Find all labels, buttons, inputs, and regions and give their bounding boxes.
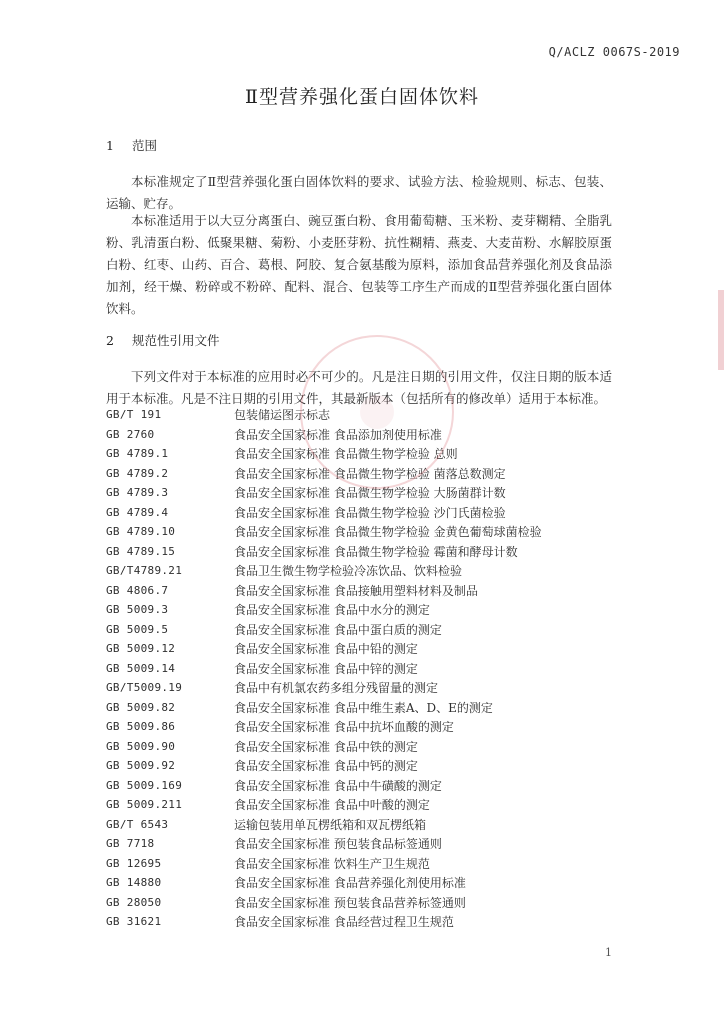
- reference-row: [106, 464, 612, 484]
- section-2-heading: [106, 331, 220, 349]
- references-intro-paragraph: 下列文件对于本标准的应用时必不可少的。凡是注日期的引用文件，仅注日期的版本适用于本标准。凡是不注日期的引用文件，其最新版本（包括所有的修改单）适用于本标准。: [106, 369, 612, 406]
- reference-title: 食品安全国家标准 食品中钙的测定: [234, 759, 418, 774]
- reference-title: 包装储运图示标志: [234, 408, 331, 423]
- reference-row: [106, 581, 612, 601]
- reference-code: GB 5009.82: [106, 700, 176, 714]
- reference-code: GB 4789.10: [106, 525, 176, 539]
- reference-title: 食品安全国家标准 食品中牛磺酸的测定: [234, 778, 442, 793]
- reference-code: GB 7718: [106, 837, 155, 851]
- reference-row: [106, 483, 612, 503]
- reference-code: GB 4789.15: [106, 544, 176, 558]
- reference-code: GB 31621: [106, 915, 162, 929]
- section-title: 范围: [132, 138, 158, 153]
- section-title: 规范性引用文件: [132, 333, 220, 348]
- reference-title: 食品安全国家标准 食品中叶酸的测定: [234, 798, 430, 813]
- reference-title: 食品安全国家标准 食品营养强化剂使用标准: [234, 876, 466, 891]
- scope-paragraph-1: 本标准规定了Ⅱ型营养强化蛋白固体饮料的要求、试验方法、检验规则、标志、包装、运输、贮存。: [106, 174, 612, 211]
- reference-title: 食品卫生微生物学检验冷冻饮品、饮料检验: [234, 564, 463, 579]
- reference-row: [106, 444, 612, 464]
- reference-code: GB 14880: [106, 876, 162, 890]
- reference-code: GB 28050: [106, 895, 162, 909]
- reference-row: [106, 737, 612, 757]
- reference-row: [106, 561, 612, 581]
- reference-code: GB/T4789.21: [106, 564, 183, 578]
- reference-code: GB/T 6543: [106, 817, 169, 831]
- reference-title: 食品安全国家标准 食品中铁的测定: [234, 739, 418, 754]
- reference-code: GB/T5009.19: [106, 681, 183, 695]
- section-number: 2: [106, 333, 114, 348]
- reference-title: 食品安全国家标准 食品中维生素A、D、E的测定: [234, 700, 493, 715]
- reference-code: GB 4789.2: [106, 466, 169, 480]
- section-1-heading: [106, 136, 157, 154]
- reference-title: 食品安全国家标准 食品微生物学检验 沙门氏菌检验: [234, 505, 506, 520]
- reference-title: 食品安全国家标准 食品添加剂使用标准: [234, 427, 442, 442]
- reference-code: GB 5009.14: [106, 661, 176, 675]
- reference-row: [106, 854, 612, 874]
- reference-row: [106, 912, 612, 932]
- standard-code: Q/ACLZ 0067S-2019: [548, 45, 680, 59]
- reference-title: 食品安全国家标准 预包装食品标签通则: [234, 837, 442, 852]
- reference-title: 食品安全国家标准 食品微生物学检验 金黄色葡萄球菌检验: [234, 525, 542, 540]
- reference-code: GB 5009.86: [106, 720, 176, 734]
- reference-code: GB 4789.1: [106, 447, 169, 461]
- reference-title: 食品安全国家标准 食品中蛋白质的测定: [234, 622, 442, 637]
- reference-row: [106, 698, 612, 718]
- reference-title: 食品安全国家标准 食品微生物学检验 霉菌和酵母计数: [234, 544, 518, 559]
- reference-title: 食品安全国家标准 食品中锌的测定: [234, 661, 418, 676]
- reference-code: GB 5009.3: [106, 603, 169, 617]
- reference-title: 食品安全国家标准 饮料生产卫生规范: [234, 856, 430, 871]
- reference-row: [106, 678, 612, 698]
- reference-title: 食品安全国家标准 食品微生物学检验 菌落总数测定: [234, 466, 506, 481]
- reference-code: GB 4789.3: [106, 486, 169, 500]
- reference-code: GB 5009.92: [106, 759, 176, 773]
- reference-row: [106, 717, 612, 737]
- reference-code: GB 12695: [106, 856, 162, 870]
- reference-row: [106, 795, 612, 815]
- reference-code: GB 4789.4: [106, 505, 169, 519]
- reference-title: 食品安全国家标准 食品微生物学检验 总则: [234, 447, 458, 462]
- document-title: Ⅱ型营养强化蛋白固体饮料: [245, 86, 479, 108]
- reference-row: [106, 815, 612, 835]
- reference-title: 食品安全国家标准 预包装食品营养标签通则: [234, 895, 466, 910]
- reference-title: 食品安全国家标准 食品经营过程卫生规范: [234, 915, 454, 930]
- reference-title: 食品安全国家标准 食品微生物学检验 大肠菌群计数: [234, 486, 506, 501]
- reference-row: [106, 522, 612, 542]
- page-number: 1: [605, 946, 612, 959]
- section-number: 1: [106, 138, 114, 153]
- reference-row: [106, 659, 612, 679]
- reference-row: [106, 503, 612, 523]
- reference-code: GB 5009.90: [106, 739, 176, 753]
- reference-row: [106, 756, 612, 776]
- reference-row: [106, 425, 612, 445]
- edge-stamp-mark: [718, 290, 724, 370]
- reference-row: [106, 639, 612, 659]
- normative-references-list: [106, 405, 612, 932]
- reference-title: 食品安全国家标准 食品中铅的测定: [234, 642, 418, 657]
- reference-code: GB 5009.5: [106, 622, 169, 636]
- reference-title: 食品安全国家标准 食品中抗坏血酸的测定: [234, 720, 454, 735]
- scope-paragraph-2: 本标准适用于以大豆分离蛋白、豌豆蛋白粉、食用葡萄糖、玉米粉、麦芽糊精、全脂乳粉、乳清蛋白粉、低聚果糖、菊粉、小麦胚芽粉、抗性糊精、燕麦、大麦苗粉、水解胶原蛋白粉、红枣、山药、百合、葛根、阿胶、复合氨基酸为原料，添加食品营养强化剂及食品添加剂，经干燥、粉碎或不粉碎、配料、混合、包装等工序生产而成的Ⅱ型营养强化蛋白固体饮料。: [106, 213, 612, 316]
- reference-title: 运输包装用单瓦楞纸箱和双瓦楞纸箱: [234, 817, 427, 832]
- reference-row: [106, 542, 612, 562]
- reference-row: [106, 873, 612, 893]
- reference-title: 食品中有机氯农药多组分残留量的测定: [234, 681, 439, 696]
- reference-row: [106, 776, 612, 796]
- reference-code: GB 4806.7: [106, 583, 169, 597]
- reference-row: [106, 620, 612, 640]
- reference-code: GB 5009.169: [106, 778, 183, 792]
- reference-row: [106, 600, 612, 620]
- reference-row: [106, 405, 612, 425]
- reference-code: GB 5009.12: [106, 642, 176, 656]
- reference-row: [106, 893, 612, 913]
- reference-title: 食品安全国家标准 食品接触用塑料材料及制品: [234, 583, 478, 598]
- reference-code: GB 2760: [106, 427, 155, 441]
- reference-row: [106, 834, 612, 854]
- reference-code: GB/T 191: [106, 408, 162, 422]
- reference-code: GB 5009.211: [106, 798, 183, 812]
- reference-title: 食品安全国家标准 食品中水分的测定: [234, 603, 430, 618]
